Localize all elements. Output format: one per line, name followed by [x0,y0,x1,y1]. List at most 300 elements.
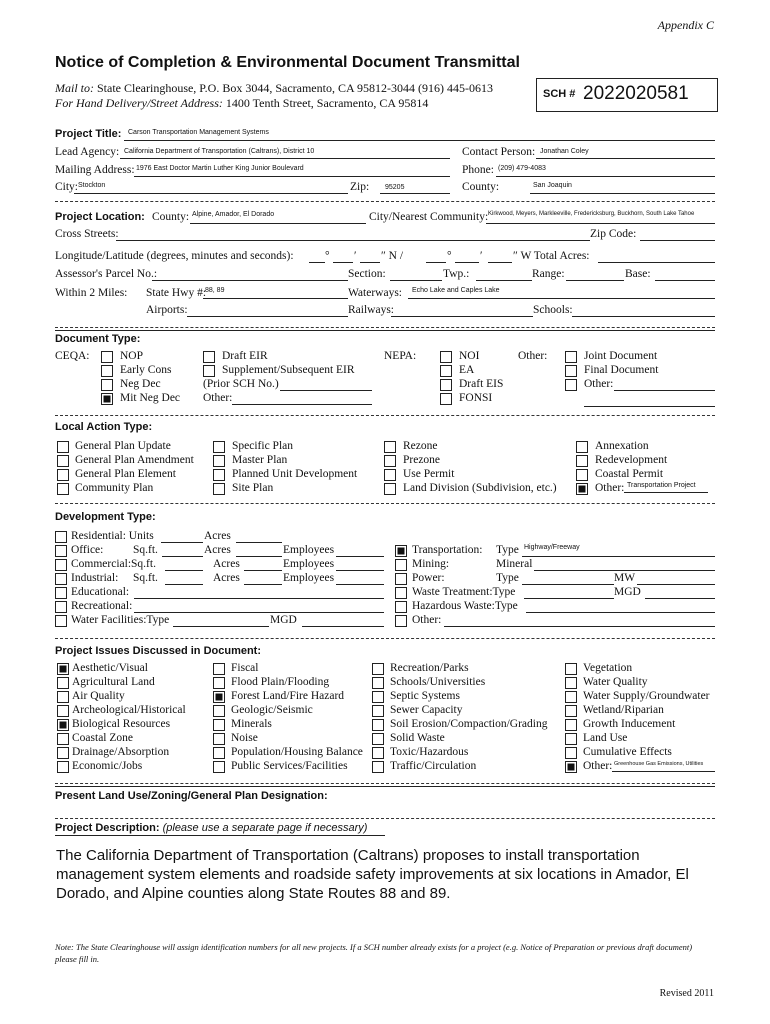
project-description-label: Project Description: [55,822,160,834]
office-acres-label: Acres [204,544,231,556]
checkbox-supplement-eir[interactable] [203,365,215,377]
checkbox-annexation[interactable] [576,441,588,453]
septic-systems-label: Septic Systems [390,690,460,702]
general-plan-update-label: General Plan Update [75,440,171,452]
checkbox-power[interactable] [395,573,407,585]
mail-to-address: State Clearinghouse, P.O. Box 3044, Sacramento, CA 95812-3044 (916) 445-0613 [97,81,493,95]
schools-line [572,316,715,317]
project-location-label: Project Location: [55,211,145,223]
checkbox-flood-plain[interactable] [213,677,225,689]
checkbox-land-division[interactable] [384,483,396,495]
lead-agency-label: Lead Agency: [55,146,120,158]
checkbox-transportation[interactable] [395,545,407,557]
prezone-label: Prezone [403,454,441,466]
base-line [655,280,715,281]
doc-other-label: Other: [518,350,548,362]
project-title-line [124,140,715,141]
checkbox-site-plan[interactable] [213,483,225,495]
water-facilities-label: Water Facilities:Type [71,614,170,626]
city-value[interactable]: Stockton [78,182,106,189]
airports-label: Airports: [146,304,188,316]
county-line [530,193,715,194]
nearest-community-label: City/Nearest Community: [369,211,489,223]
waste-treatment-line [524,598,614,599]
checkbox-archeological-historical[interactable] [57,705,69,717]
twp-label: Twp.: [443,268,470,280]
air-quality-label: Air Quality [72,690,125,702]
flood-plain-label: Flood Plain/Flooding [231,676,330,688]
checkbox-solid-waste[interactable] [372,733,384,745]
noi-label: NOI [459,350,480,362]
waterways-line [408,298,715,299]
location-county-value[interactable]: Alpine, Amador, El Dorado [192,211,275,218]
residential-units-line [161,542,203,543]
checkbox-general-plan-update[interactable] [57,441,69,453]
ceqa-label: CEQA: [55,350,90,362]
checkbox-noi[interactable] [440,351,452,363]
neg-dec-label: Neg Dec [120,378,161,390]
sch-label: SCH # [543,88,576,100]
checkbox-land-use[interactable] [565,733,577,745]
divider [55,201,715,202]
public-services-label: Public Services/Facilities [231,760,348,772]
water-quality-label: Water Quality [583,676,648,688]
dev-other-line [444,626,715,627]
office-acres-line [236,556,282,557]
section-label: Section: [348,268,386,280]
waste-treatment-label: Waste Treatment:Type [412,586,516,598]
city-line [74,193,348,194]
long-deg-line [426,262,446,263]
toxic-hazardous-label: Toxic/Hazardous [390,746,469,758]
site-plan-label: Site Plan [232,482,274,494]
nearest-community-line [486,223,715,224]
residential-acres-line [236,542,282,543]
section-line [390,280,442,281]
commercial-acres-line [244,570,282,571]
long-west-acres-label: ″ W Total Acres: [513,250,590,262]
early-cons-label: Early Cons [120,364,172,376]
checkbox-rezone[interactable] [384,441,396,453]
local-other-label: Other: [595,482,625,494]
contact-person-label: Contact Person: [462,146,536,158]
power-label: Power: [412,572,445,584]
checkbox-recreational[interactable] [55,601,67,613]
commercial-label: Commercial:Sq.ft. [71,558,156,570]
commercial-employees-label: Employees [283,558,335,570]
revised-label: Revised 2011 [659,988,714,999]
checkbox-minerals[interactable] [213,719,225,731]
industrial-sqft-line [165,584,203,585]
zip-value[interactable]: 95205 [385,184,405,191]
traffic-circulation-label: Traffic/Circulation [390,760,477,772]
nop-label: NOP [120,350,144,362]
checkbox-educational[interactable] [55,587,67,599]
industrial-label: Industrial: [71,572,119,584]
apn-label: Assessor's Parcel No.: [55,268,158,280]
checkbox-local-other[interactable] [576,483,588,495]
recreational-label: Recreational: [71,600,133,612]
noise-label: Noise [231,732,258,744]
population-housing-label: Population/Housing Balance [231,746,363,758]
checkbox-use-permit[interactable] [384,469,396,481]
project-title-value[interactable]: Carson Transportation Management Systems [128,129,269,136]
mail-to-label: Mail to: [55,81,94,95]
recreation-parks-label: Recreation/Parks [390,662,469,674]
checkbox-draft-eis[interactable] [440,379,452,391]
checkbox-general-plan-element[interactable] [57,469,69,481]
total-acres-line [598,262,715,263]
lead-agency-line [120,158,450,159]
clearinghouse-note: Note: The State Clearinghouse will assign identification numbers for all new projects. If a SCH number already exists for a project (e.g. Notice of Preparation or previous draft document) please fill in. [55,942,693,964]
checkbox-neg-dec[interactable] [101,379,113,391]
railways-line [391,316,533,317]
issues-other-label: Other: [583,760,613,772]
zip-line [380,193,450,194]
mining-label: Mining: [412,558,450,570]
supplement-eir-label: Supplement/Subsequent EIR [222,364,355,376]
schools-label: Schools: [533,304,573,316]
specific-plan-label: Specific Plan [232,440,293,452]
checkbox-water-supply[interactable] [565,691,577,703]
range-label: Range: [532,268,565,280]
waste-mgd-label: MGD [614,586,641,598]
present-land-use-label: Present Land Use/Zoning/General Plan Designation: [55,790,328,802]
fonsi-label: FONSI [459,392,493,404]
master-plan-label: Master Plan [232,454,288,466]
office-sqft-line [162,556,203,557]
checkbox-recreation-parks[interactable] [372,663,384,675]
document-type-label: Document Type: [55,333,141,345]
waste-mgd-line [645,598,715,599]
checkbox-hazardous-waste[interactable] [395,601,407,613]
checkbox-noise[interactable] [213,733,225,745]
within-2-miles-label: Within 2 Miles: [55,287,128,299]
power-mw-label: MW [614,572,636,584]
office-label: Office: [71,544,104,556]
aesthetic-visual-label: Aesthetic/Visual [72,662,148,674]
city-label: City: [55,181,79,193]
checkbox-public-services[interactable] [213,761,225,773]
archeological-historical-label: Archeological/Historical [72,704,186,716]
final-document-label: Final Document [584,364,659,376]
sewer-capacity-label: Sewer Capacity [390,704,463,716]
commercial-acres-label: Acres [213,558,240,570]
appendix-label: Appendix C [657,18,714,32]
divider [55,638,715,639]
hand-delivery-label: For Hand Delivery/Street Address: [55,96,223,110]
cross-streets-line [116,240,590,241]
long-sec-line [488,262,512,263]
prior-sch-line [280,390,372,391]
issues-other-value[interactable]: Greenhouse Gas Emissions, Utilities [614,761,704,767]
apn-line [152,280,348,281]
coastal-permit-label: Coastal Permit [595,468,664,480]
divider [55,783,715,784]
land-division-label: Land Division (Subdivision, etc.) [403,482,557,494]
office-sqft-label: Sq.ft. [133,544,158,556]
agricultural-land-label: Agricultural Land [72,676,155,688]
checkbox-coastal-zone[interactable] [57,733,69,745]
water-mgd-label: MGD [270,614,297,626]
general-plan-amendment-label: General Plan Amendment [75,454,194,466]
form-title: Notice of Completion & Environmental Document Transmittal [55,54,520,71]
checkbox-sewer-capacity[interactable] [372,705,384,717]
transportation-type-value[interactable]: Highway/Freeway [524,544,580,551]
checkbox-water-quality[interactable] [565,677,577,689]
checkbox-planned-unit-development[interactable] [213,469,225,481]
checkbox-aesthetic-visual[interactable] [57,663,69,675]
ea-label: EA [459,364,475,376]
state-hwy-line [203,298,348,299]
state-hwy-value[interactable]: 88, 89 [205,287,225,294]
checkbox-cumulative-effects[interactable] [565,747,577,759]
checkbox-ea[interactable] [440,365,452,377]
checkbox-septic-systems[interactable] [372,691,384,703]
minerals-label: Minerals [231,718,272,730]
industrial-acres-label: Acres [213,572,240,584]
use-permit-label: Use Permit [403,468,455,480]
zip-code-label: Zip Code: [590,228,637,240]
checkbox-redevelopment[interactable] [576,455,588,467]
solid-waste-label: Solid Waste [390,732,445,744]
dev-other-label: Other: [412,614,442,626]
lat-deg-symbol: ° [325,250,330,262]
cross-streets-label: Cross Streets: [55,228,119,240]
lat-sec-line [360,262,380,263]
general-plan-element-label: General Plan Element [75,468,176,480]
vegetation-label: Vegetation [583,662,633,674]
residential-acres-label: Acres [204,530,231,542]
state-hwy-label: State Hwy #: [146,287,207,299]
draft-eir-label: Draft EIR [222,350,268,362]
checkbox-toxic-hazardous[interactable] [372,747,384,759]
commercial-employees-line [336,570,384,571]
checkbox-final-document[interactable] [565,365,577,377]
water-supply-label: Water Supply/Groundwater [583,690,710,702]
base-label: Base: [625,268,651,280]
contact-person-line [536,158,715,159]
checkbox-growth-inducement[interactable] [565,719,577,731]
checkbox-specific-plan[interactable] [213,441,225,453]
draft-eis-label: Draft EIS [459,378,504,390]
project-description-text: The California Department of Transportation (Caltrans) proposes to install transportation management system elements and roadside safety improvements at six locations in Amador, El Dorado, and Alpine counties along State Routes 88 and 89. [56,847,689,902]
community-plan-label: Community Plan [75,482,154,494]
sch-number-box[interactable] [536,78,718,112]
checkbox-air-quality[interactable] [57,691,69,703]
long-deg-symbol: ° [447,250,452,262]
mineral-line [534,570,715,571]
zip-label: Zip: [350,181,370,193]
railways-label: Railways: [348,304,394,316]
checkbox-water-facilities[interactable] [55,615,67,627]
soil-erosion-label: Soil Erosion/Compaction/Grading [390,718,548,730]
mailing-address-value[interactable]: 1976 East Doctor Martin Luther King Junior Boulevard [136,165,304,172]
industrial-sqft-label: Sq.ft. [133,572,158,584]
land-use-label: Land Use [583,732,628,744]
local-other-value[interactable]: Transportation Project [627,482,696,489]
planned-unit-development-label: Planned Unit Development [232,468,358,480]
mailing-address-line [134,176,450,177]
location-county-line [190,223,366,224]
residential-label: Residential: Units [71,530,154,542]
checkbox-community-plan[interactable] [57,483,69,495]
phone-line [496,176,715,177]
checkbox-master-plan[interactable] [213,455,225,467]
schools-universities-label: Schools/Universities [390,676,486,688]
checkbox-traffic-circulation[interactable] [372,761,384,773]
prior-sch-label: (Prior SCH No.) [203,378,279,390]
redevelopment-label: Redevelopment [595,454,668,466]
checkbox-industrial[interactable] [55,573,67,585]
phone-value[interactable]: (209) 479-4083 [498,165,546,172]
lat-deg-line [309,262,325,263]
lead-agency-value[interactable]: California Department of Transportation (Caltrans), District 10 [124,148,315,155]
waterways-value[interactable]: Echo Lake and Caples Lake [412,287,500,294]
drainage-absorption-label: Drainage/Absorption [72,746,170,758]
checkbox-coastal-permit[interactable] [576,469,588,481]
development-type-label: Development Type: [55,511,156,523]
checkbox-prezone[interactable] [384,455,396,467]
growth-inducement-label: Growth Inducement [583,718,676,730]
project-description-heading [55,822,367,834]
mit-neg-dec-label: Mit Neg Dec [120,392,181,404]
divider [55,818,715,819]
hand-delivery-address: 1400 Tenth Street, Sacramento, CA 95814 [225,96,429,110]
office-employees-label: Employees [283,544,335,556]
checkbox-issues-other[interactable] [565,761,577,773]
checkbox-vegetation[interactable] [565,663,577,675]
checkbox-residential[interactable] [55,531,67,543]
educational-line [134,598,384,599]
hand-delivery-line [55,96,428,111]
checkbox-general-plan-amendment[interactable] [57,455,69,467]
power-type-label: Type [496,572,519,584]
doc-other-option-label: Other: [584,378,614,390]
divider [55,327,715,328]
checkbox-doc-other[interactable] [565,379,577,391]
educational-label: Educational: [71,586,130,598]
doc-other-line-2 [584,406,715,407]
checkbox-early-cons[interactable] [101,365,113,377]
county-label: County: [462,181,500,193]
description-underline [55,835,385,836]
joint-document-label: Joint Document [584,350,658,362]
coastal-zone-label: Coastal Zone [72,732,133,744]
checkbox-waste-treatment[interactable] [395,587,407,599]
long-min-symbol: ′ [480,250,483,262]
water-mgd-line [302,626,384,627]
airports-line [187,316,348,317]
lat-north-label: ″ N / [381,250,404,262]
issues-other-line [612,771,715,772]
hazardous-waste-label: Hazardous Waste:Type [412,600,518,612]
water-facilities-line [173,626,269,627]
range-line [566,280,624,281]
waterways-label: Waterways: [348,287,402,299]
twp-line [476,280,532,281]
industrial-employees-label: Employees [283,572,335,584]
checkbox-commercial[interactable] [55,559,67,571]
nearest-community-value[interactable]: Kirkwood, Meyers, Markleeville, Fredericksburg, Buckhorn, South Lake Tahoe [488,211,695,217]
long-min-line [455,262,479,263]
checkbox-joint-document[interactable] [565,351,577,363]
industrial-acres-line [244,584,282,585]
location-county-label: County: [152,211,190,223]
biological-resources-label: Biological Resources [72,718,171,730]
economic-jobs-label: Economic/Jobs [72,760,143,772]
lat-long-label: Longitude/Latitude (degrees, minutes and seconds): [55,250,294,262]
mineral-label: Mineral [496,558,533,570]
transportation-type-label: Type [496,544,519,556]
divider [55,415,715,416]
checkbox-biological-resources[interactable] [57,719,69,731]
cumulative-effects-label: Cumulative Effects [583,746,672,758]
county-value[interactable]: San Joaquin [533,182,572,189]
lat-min-line [333,262,353,263]
office-employees-line [336,556,384,557]
contact-person-value[interactable]: Jonathan Coley [540,148,589,155]
wetland-riparian-label: Wetland/Riparian [583,704,664,716]
divider [55,503,715,504]
transportation-label: Transportation: [412,544,483,556]
checkbox-office[interactable] [55,545,67,557]
checkbox-drainage-absorption[interactable] [57,747,69,759]
recreational-line [134,612,384,613]
checkbox-dev-other[interactable] [395,615,407,627]
fiscal-label: Fiscal [231,662,259,674]
checkbox-agricultural-land[interactable] [57,677,69,689]
checkbox-population-housing[interactable] [213,747,225,759]
checkbox-fiscal[interactable] [213,663,225,675]
zip-code-line [640,240,715,241]
checkbox-forest-land-fire[interactable] [213,691,225,703]
checkbox-mit-neg-dec[interactable] [101,393,113,405]
divider [55,786,715,787]
hazardous-waste-line [526,612,715,613]
checkbox-draft-eir[interactable] [203,351,215,363]
checkbox-fonsi[interactable] [440,393,452,405]
checkbox-soil-erosion[interactable] [372,719,384,731]
checkbox-nop[interactable] [101,351,113,363]
phone-label: Phone: [462,164,494,176]
ceqa-other-label: Other: [203,392,233,404]
checkbox-wetland-riparian[interactable] [565,705,577,717]
doc-other-line [614,390,715,391]
transportation-type-line [522,556,715,557]
project-issues-label: Project Issues Discussed in Document: [55,645,262,657]
project-description-hint: (please use a separate page if necessary) [162,822,368,834]
checkbox-schools-universities[interactable] [372,677,384,689]
mail-to-line [55,81,493,96]
geologic-seismic-label: Geologic/Seismic [231,704,313,716]
checkbox-geologic-seismic[interactable] [213,705,225,717]
lat-min-symbol: ′ [354,250,357,262]
commercial-sqft-line [165,570,203,571]
power-mw-line [637,584,715,585]
checkbox-economic-jobs[interactable] [57,761,69,773]
industrial-employees-line [336,584,384,585]
project-title-label: Project Title: [55,128,122,140]
power-type-line [522,584,614,585]
nepa-label: NEPA: [384,350,417,362]
rezone-label: Rezone [403,440,438,452]
ceqa-other-line [232,404,372,405]
divider [55,330,715,331]
mailing-address-label: Mailing Address: [55,164,135,176]
checkbox-mining[interactable] [395,559,407,571]
local-action-type-label: Local Action Type: [55,421,153,433]
